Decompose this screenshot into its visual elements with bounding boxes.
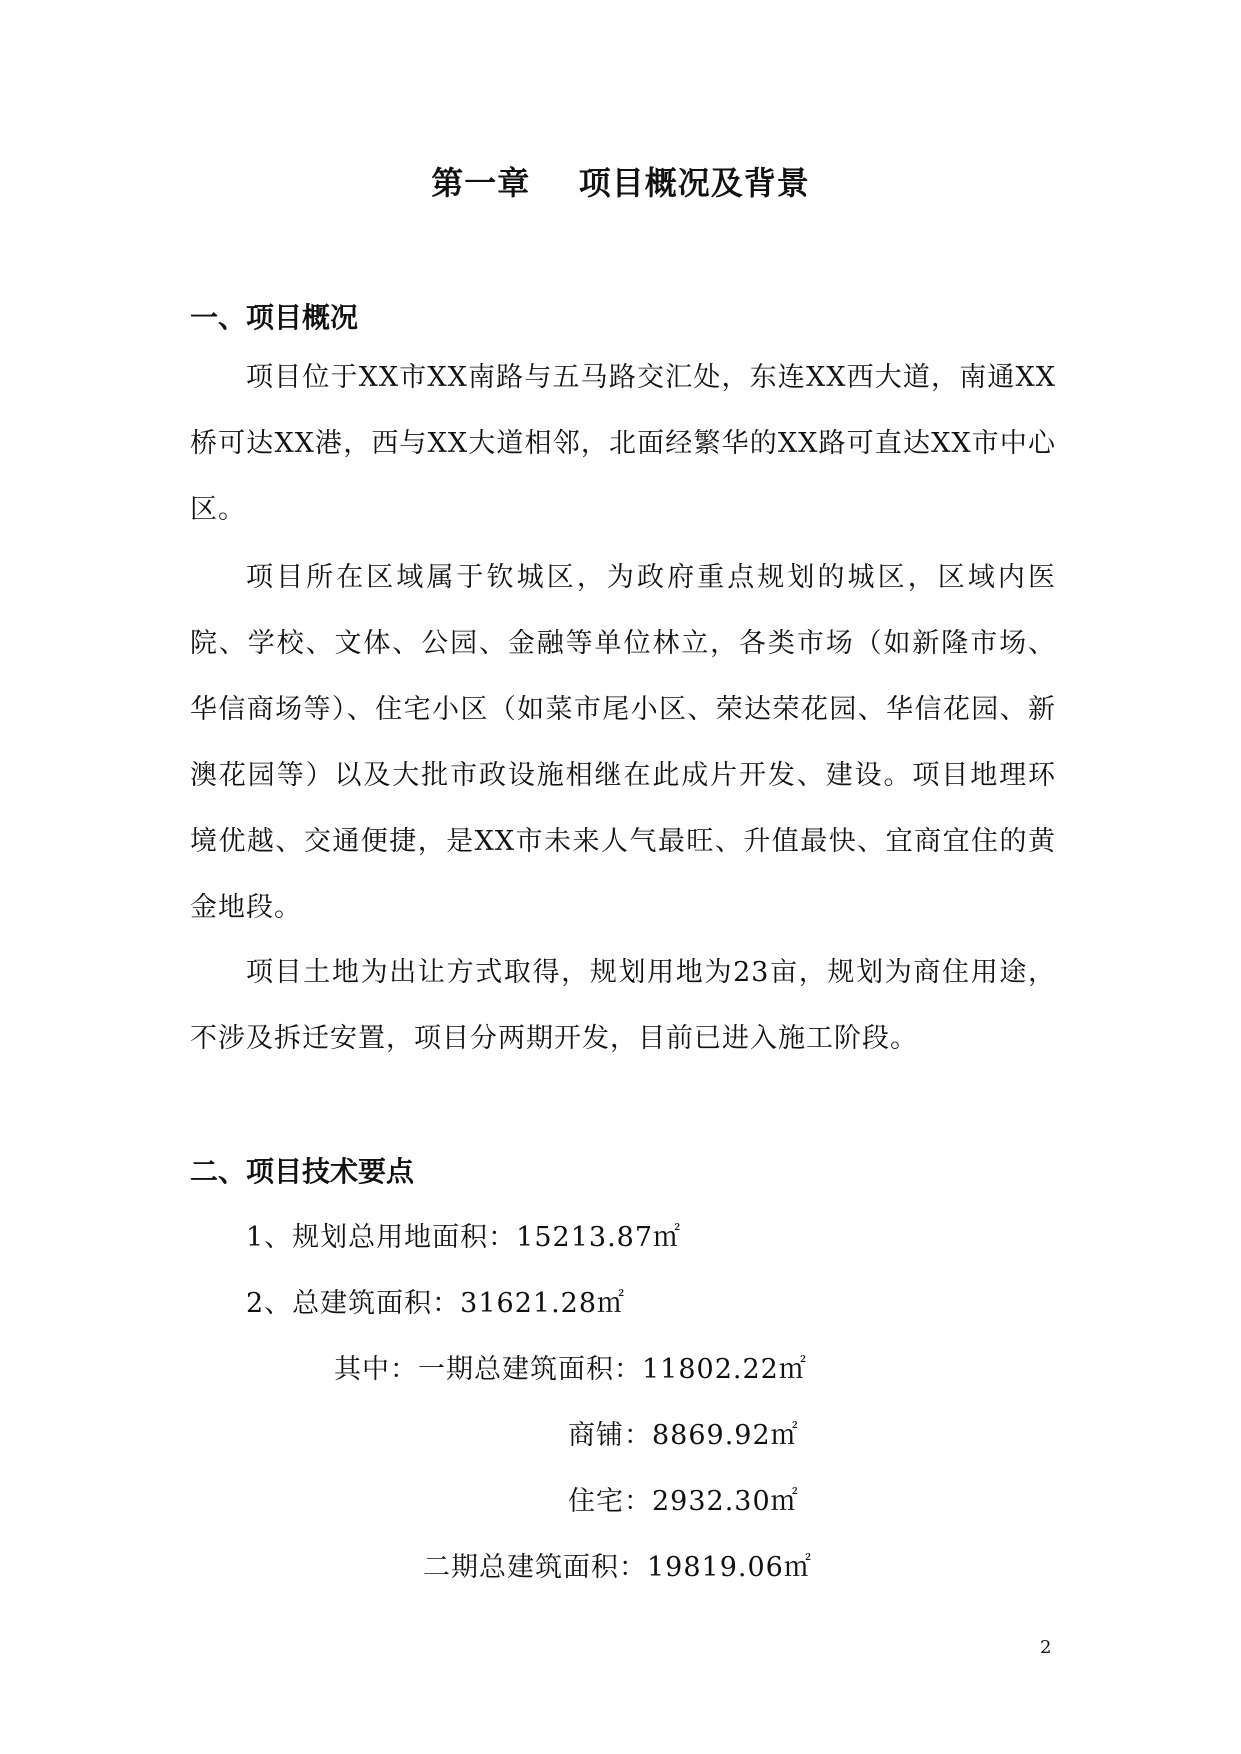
spec-total-land-area: 1、规划总用地面积：15213.87㎡ (246, 1222, 682, 1253)
page-number: 2 (1040, 1637, 1052, 1658)
paragraph-land: 项目土地为出让方式取得，规划用地为23亩，规划为商住用途，不涉及拆迁安置，项目分两期开发，目前已进入施工阶段。 (190, 957, 1056, 1054)
paragraph-region: 项目所在区域属于钦城区，为政府重点规划的城区，区域内医院、学校、文体、公园、金融等单位林立，各类市场（如新隆市场、华信商场等）、住宅小区（如菜市尾小区、荣达荣花园、华信花园、新澳花园等）以及大批市政设施相继在此成片开发、建设。项目地理环境优越、交通便捷，是XX市未来人气最旺、升值最快、宜商宜住的黄金地段。 (190, 562, 1056, 923)
section-heading-tech-points: 二、项目技术要点 (190, 1155, 415, 1188)
spec-phase1-building-area: 其中：一期总建筑面积：11802.22㎡ (334, 1354, 807, 1385)
spec-total-building-area: 2、总建筑面积：31621.28㎡ (246, 1288, 626, 1319)
chapter-title: 第一章 项目概况及背景 (431, 164, 810, 202)
spec-residential-area: 住宅：2932.30㎡ (568, 1486, 799, 1517)
spec-shops-area: 商铺：8869.92㎡ (568, 1420, 799, 1451)
section-heading-overview: 一、项目概况 (190, 301, 359, 334)
paragraph-location: 项目位于XX市XX南路与五马路交汇处，东连XX西大道，南通XX桥可达XX港，西与XX大道相邻，北面经繁华的XX路可直达XX市中心区。 (190, 362, 1056, 525)
spec-phase2-building-area: 二期总建筑面积：19819.06㎡ (423, 1552, 812, 1583)
